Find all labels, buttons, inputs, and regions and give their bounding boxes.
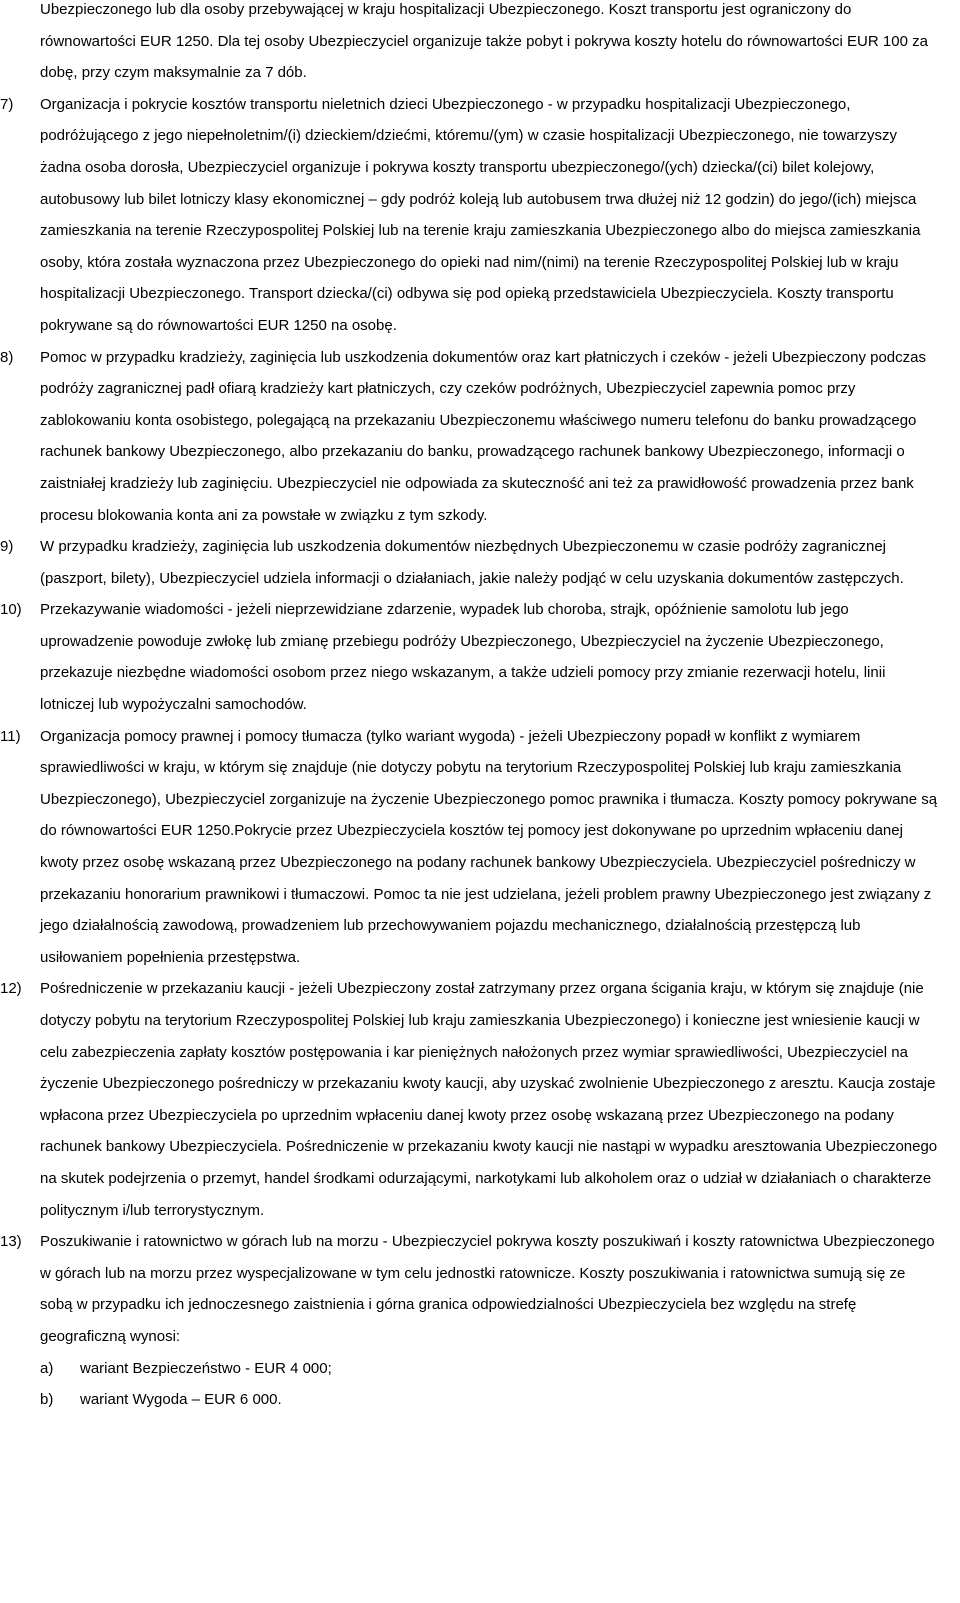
list-item-text: Przekazywanie wiadomości - jeżeli nieprzewidziane zdarzenie, wypadek lub choroba, strajk, opóźnienie samolotu lub jego uprowadzenie powoduje zwłokę lub zmianę przebiegu podróży Ubezpieczonego, Ubezpieczyciel na życzenie Ubezpieczonego, przekazuje niezbędne wiadomości osobom przez niego wskazanym, a także udzieli pomocy przy zmianie rezerwacji hotelu, linii lotniczej lub wypożyczalni samochodów. <box>40 601 886 714</box>
list-number: 7) <box>0 95 14 113</box>
intro-paragraph <box>0 0 960 89</box>
list-number: 9) <box>0 538 14 556</box>
list-item-9 <box>0 531 960 594</box>
list-item-text: Organizacja i pokrycie kosztów transportu nieletnich dzieci Ubezpieczonego - w przypadku hospitalizacji Ubezpieczonego, podróżującego z jego niepełnoletnim/(i) dzieckiem/dziećmi, któremu/(ym) w czasie hospitalizacji Ubezpieczonego, nie towarzyszy żadna osoba dorosła, Ubezpieczyciel organizuje i pokrywa koszty transportu ubezpieczonego/(ych) dziecka/(ci) bilet kolejowy, autobusowy lub bilet lotniczy klasy ekonomicznej – gdy podróż koleją lub autobusem trwa dłużej niż 12 godzin) do jego/(ich) miejsca zamieszkania na terenie Rzeczypospolitej Polskiej lub na terenie kraju zamieszkania Ubezpieczonego albo do miejsca zamieszkania osoby, która została wyznaczona przez Ubezpieczonego do opieki nad nim/(nimi) na terenie Rzeczypospolitej Polskiej lub w kraju hospitalizacji Ubezpieczonego. Transport dziecka/(ci) odbywa się pod opieką przedstawiciela Ubezpieczyciela. Koszty transportu pokrywane są do równowartości EUR 1250 na osobę. <box>40 95 921 334</box>
list-item-11 <box>0 721 960 974</box>
sub-item-letter: b) <box>40 1391 54 1409</box>
intro-text: Ubezpieczonego lub dla osoby przebywającej w kraju hospitalizacji Ubezpieczonego. Koszt transportu jest ograniczony do równowartości EUR 1250. Dla tej osoby Ubezpieczyciel organizuje także pobyt i pokrywa koszty hotelu do równowartości EUR 100 za dobę, przy czym maksymalnie za 7 dób. <box>40 1 928 82</box>
sub-item-text: wariant Bezpieczeństwo - EUR 4 000; <box>80 1359 332 1377</box>
sub-item-a <box>40 1353 942 1385</box>
sub-item-letter: a) <box>40 1359 54 1377</box>
list-item-7 <box>0 89 960 342</box>
list-item-text: Pośredniczenie w przekazaniu kaucji - jeżeli Ubezpieczony został zatrzymany przez organa ścigania kraju, w którym się znajduje (nie dotyczy pobytu na terytorium Rzeczypospolitej Polskiej lub kraju zamieszkania Ubezpieczonego) i konieczne jest wniesienie kaucji w celu zabezpieczenia zapłaty kosztów postępowania i kar pieniężnych nałożonych przez wymiar sprawiedliwości, Ubezpieczyciel na życzenie Ubezpieczonego pośredniczy w przekazaniu kwoty kaucji, aby uzyskać zwolnienie Ubezpieczonego z aresztu. Kaucja zostaje wpłacona przez Ubezpieczyciela po uprzednim wpłaceniu danej kwoty przez osobę wskazaną przez Ubezpieczonego na podany rachunek bankowy Ubezpieczyciela. Pośredniczenie w przekazaniu kwoty kaucji nie nastąpi w wypadku aresztowania Ubezpieczonego na skutek podejrzenia o przemyt, handel środkami odurzającymi, narkotykami lub alkoholem oraz o udział w działaniach o charakterze politycznym i/lub terrorystycznym. <box>40 980 938 1219</box>
list-item-text: Poszukiwanie i ratownictwo w górach lub na morzu - Ubezpieczyciel pokrywa koszty poszukiwań i koszty ratownictwa Ubezpieczonego w górach lub na morzu przez wyspecjalizowane w tym celu jednostki ratownicze. Koszty poszukiwania i ratownictwa sumują się ze sobą w przypadku ich jednoczesnego zaistnienia i górna granica odpowiedzialności Ubezpieczyciela bez względu na strefę geograficzną wynosi: <box>40 1233 935 1345</box>
list-number: 10) <box>0 601 22 619</box>
list-item-8 <box>0 342 960 532</box>
list-item-12 <box>0 973 960 1226</box>
list-item-10 <box>0 594 960 720</box>
list-item-text: Pomoc w przypadku kradzieży, zaginięcia lub uszkodzenia dokumentów oraz kart płatniczych i czeków - jeżeli Ubezpieczony podczas podróży zagranicznej padł ofiarą kradzieży kart płatniczych, czy czeków podróżnych, Ubezpieczyciel zapewnia pomoc przy zablokowaniu konta osobistego, polegającą na przekazaniu Ubezpieczonemu właściwego numeru telefonu do banku prowadzącego rachunek bankowy Ubezpieczonego, albo przekazaniu do banku, prowadzącego rachunek bankowy Ubezpieczonego, informacji o zaistniałej kradzieży lub zaginięciu. Ubezpieczyciel nie odpowiada za skuteczność ani też za prawidłowość prowadzenia przez bank procesu blokowania konta ani za powstałe w związku z tym szkody. <box>40 348 926 524</box>
list-item-13 <box>0 1226 960 1416</box>
list-item-text: Organizacja pomocy prawnej i pomocy tłumacza (tylko wariant wygoda) - jeżeli Ubezpieczony popadł w konflikt z wymiarem sprawiedliwości w kraju, w którym się znajduje (nie dotyczy pobytu na terytorium Rzeczypospolitej Polskiej lub kraju zamieszkania Ubezpieczonego), Ubezpieczyciel zorganizuje na życzenie Ubezpieczonego pomoc prawnika i tłumacza. Koszty pomocy pokrywane są do równowartości EUR 1250.Pokrycie przez Ubezpieczyciela kosztów tej pomocy jest dokonywane po uprzednim wpłaceniu danej kwoty przez osobę wskazaną przez Ubezpieczonego na podany rachunek bankowy Ubezpieczyciela. Ubezpieczyciel pośredniczy w przekazaniu honorarium prawnikowi i tłumaczowi. Pomoc ta nie jest udzielana, jeżeli problem prawny Ubezpieczonego jest związany z jego działalnością zawodową, prowadzeniem lub przechowywaniem pojazdu mechanicznego, działalnością przestępczą lub usiłowaniem popełnienia przestępstwa. <box>40 727 938 966</box>
sub-item-text: wariant Wygoda – EUR 6 000. <box>80 1391 282 1409</box>
list-number: 11) <box>0 727 21 745</box>
sub-item-b <box>40 1384 942 1416</box>
list-number: 8) <box>0 348 14 366</box>
list-item-text: W przypadku kradzieży, zaginięcia lub uszkodzenia dokumentów niezbędnych Ubezpieczonemu w czasie podróży zagranicznej (paszport, bilety), Ubezpieczyciel udziela informacji o działaniach, jakie należy podjąć w celu uzyskania dokumentów zastępczych. <box>40 538 904 587</box>
list-number: 12) <box>0 980 22 998</box>
list-number: 13) <box>0 1233 22 1251</box>
